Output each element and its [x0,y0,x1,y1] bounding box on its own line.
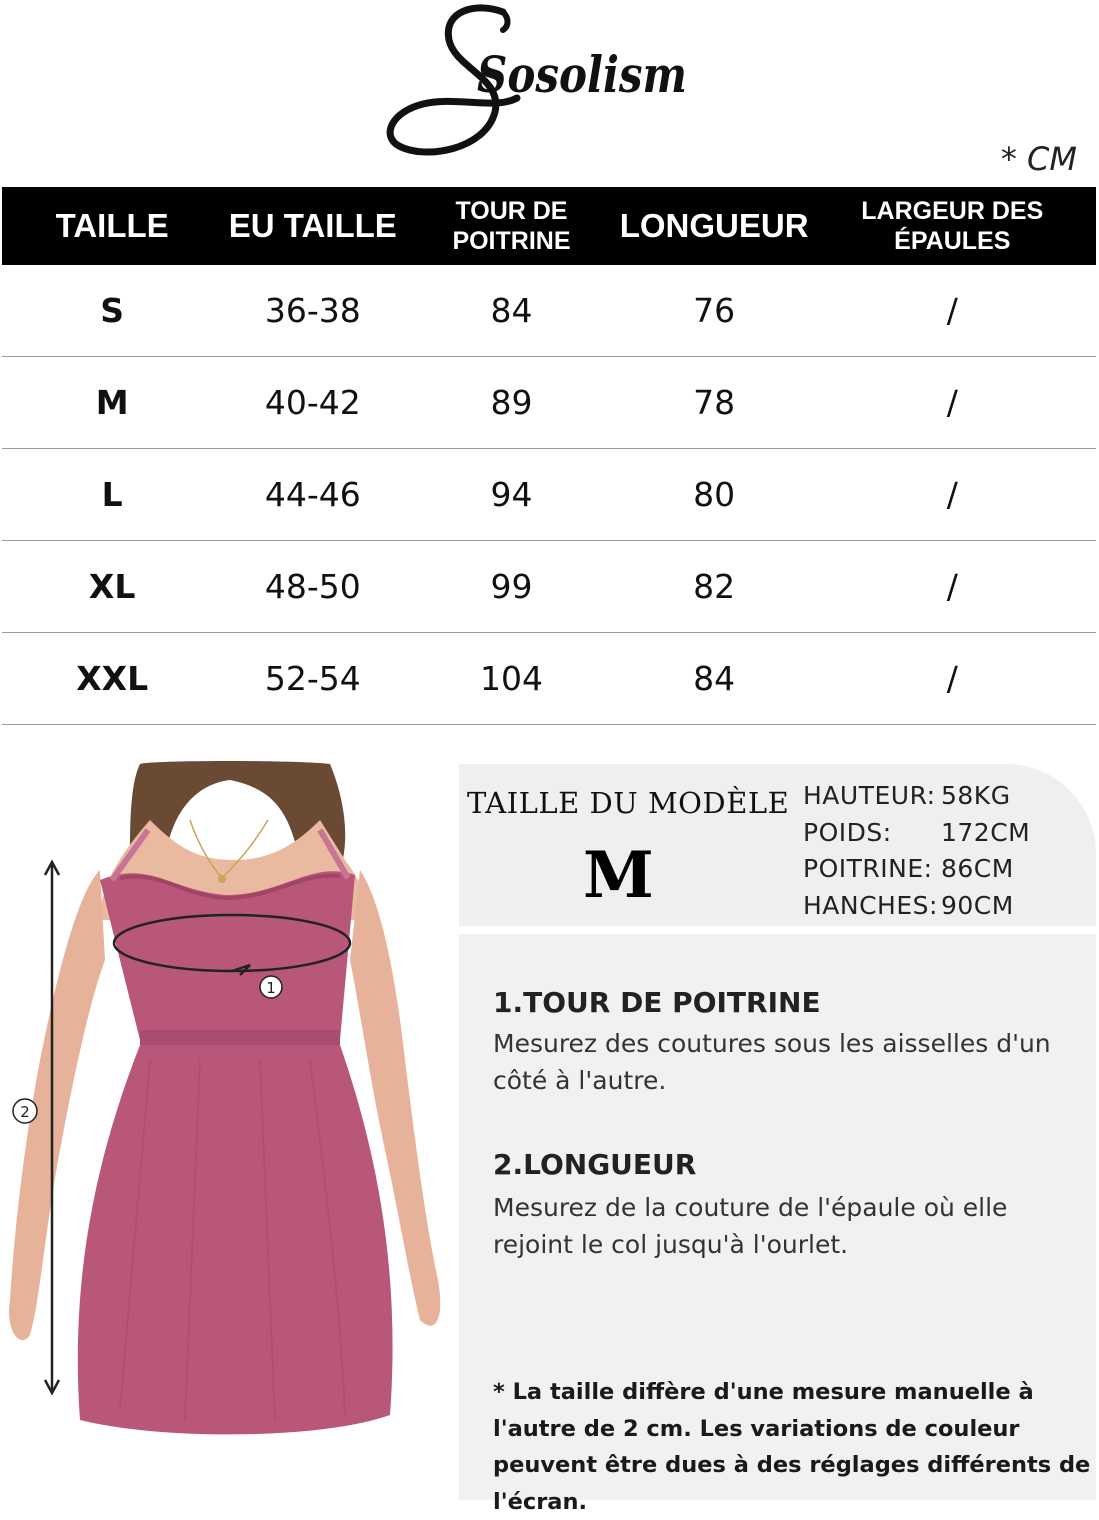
cell-length: 80 [620,449,809,541]
header-shoulder: LARGEUR DES ÉPAULES [809,187,1096,265]
brand-logo [385,0,705,165]
cell-size: XXL [2,633,222,725]
stat-value: 86CM [941,854,1014,883]
cell-length: 84 [620,633,809,725]
bust-marker-label: 1 [266,979,276,997]
size-chart-table [2,187,1096,725]
brand-name: Sosolism [477,45,687,104]
table-row [2,357,1096,449]
stat-label: HAUTEUR: [803,781,936,810]
cell-eu: 44-46 [222,449,403,541]
unit-note: * CM [1000,140,1077,178]
table-row [2,265,1096,357]
table-row [2,541,1096,633]
cell-bust: 94 [403,449,619,541]
cell-length: 82 [620,541,809,633]
cell-length: 76 [620,265,809,357]
stat-label: POIDS: [803,817,892,847]
header-bust: TOUR DE POITRINE [403,187,619,265]
cell-size: M [2,357,222,449]
guide-footnote: * La taille diffère d'une mesure manuelle à l'autre de 2 cm. Les variations de couleur peuvent être dues à des réglages différents de l'écran. [493,1379,1091,1515]
model-stats [803,778,1030,924]
table-row [2,449,1096,541]
model-size-value: M [583,838,654,913]
cell-bust: 104 [403,633,619,725]
cell-shoulder: / [809,541,1096,633]
cell-bust: 89 [403,357,619,449]
cell-shoulder: / [809,265,1096,357]
guide-bust-text: Mesurez des coutures sous les aisselles d'un côté à l'autre. [493,1029,1051,1095]
cell-eu: 36-38 [222,265,403,357]
cell-size: XL [2,541,222,633]
cell-eu: 48-50 [222,541,403,633]
cell-bust: 99 [403,541,619,633]
cell-eu: 52-54 [222,633,403,725]
model-stat-row [803,851,1030,888]
model-size-panel [459,764,1096,926]
header-eu-size: EU TAILLE [222,187,403,265]
dress-skirt [78,1045,393,1434]
header-size: TAILLE [2,187,222,265]
cell-bust: 84 [403,265,619,357]
stat-value: 58KG [941,781,1011,810]
model-stat-row [803,815,1030,852]
stat-value: 172CM [941,817,1031,847]
stat-value: 90CM [941,890,1014,920]
model-size-title: TAILLE DU MODÈLE [467,786,790,820]
model-stat-row [803,888,1030,925]
cell-length: 78 [620,357,809,449]
cell-shoulder: / [809,357,1096,449]
header-length: LONGUEUR [620,187,809,265]
cell-size: S [2,265,222,357]
model-photo [0,760,450,1500]
guide-length-text: Mesurez de la couture de l'épaule où elle rejoint le col jusqu'à l'ourlet. [493,1193,1008,1259]
table-row [2,633,1096,725]
stat-label: HANCHES: [803,890,938,920]
cell-size: L [2,449,222,541]
guide-length-title: 2.LONGUEUR [493,1148,697,1181]
cell-shoulder: / [809,449,1096,541]
model-stat-row [803,778,1030,815]
length-marker-label: 2 [20,1103,30,1121]
guide-bust-title: 1.TOUR DE POITRINE [493,986,821,1019]
measurement-guide-panel [459,934,1096,1515]
cell-shoulder: / [809,633,1096,725]
table-header-row [2,187,1096,265]
cell-eu: 40-42 [222,357,403,449]
stat-label: POITRINE: [803,854,933,883]
